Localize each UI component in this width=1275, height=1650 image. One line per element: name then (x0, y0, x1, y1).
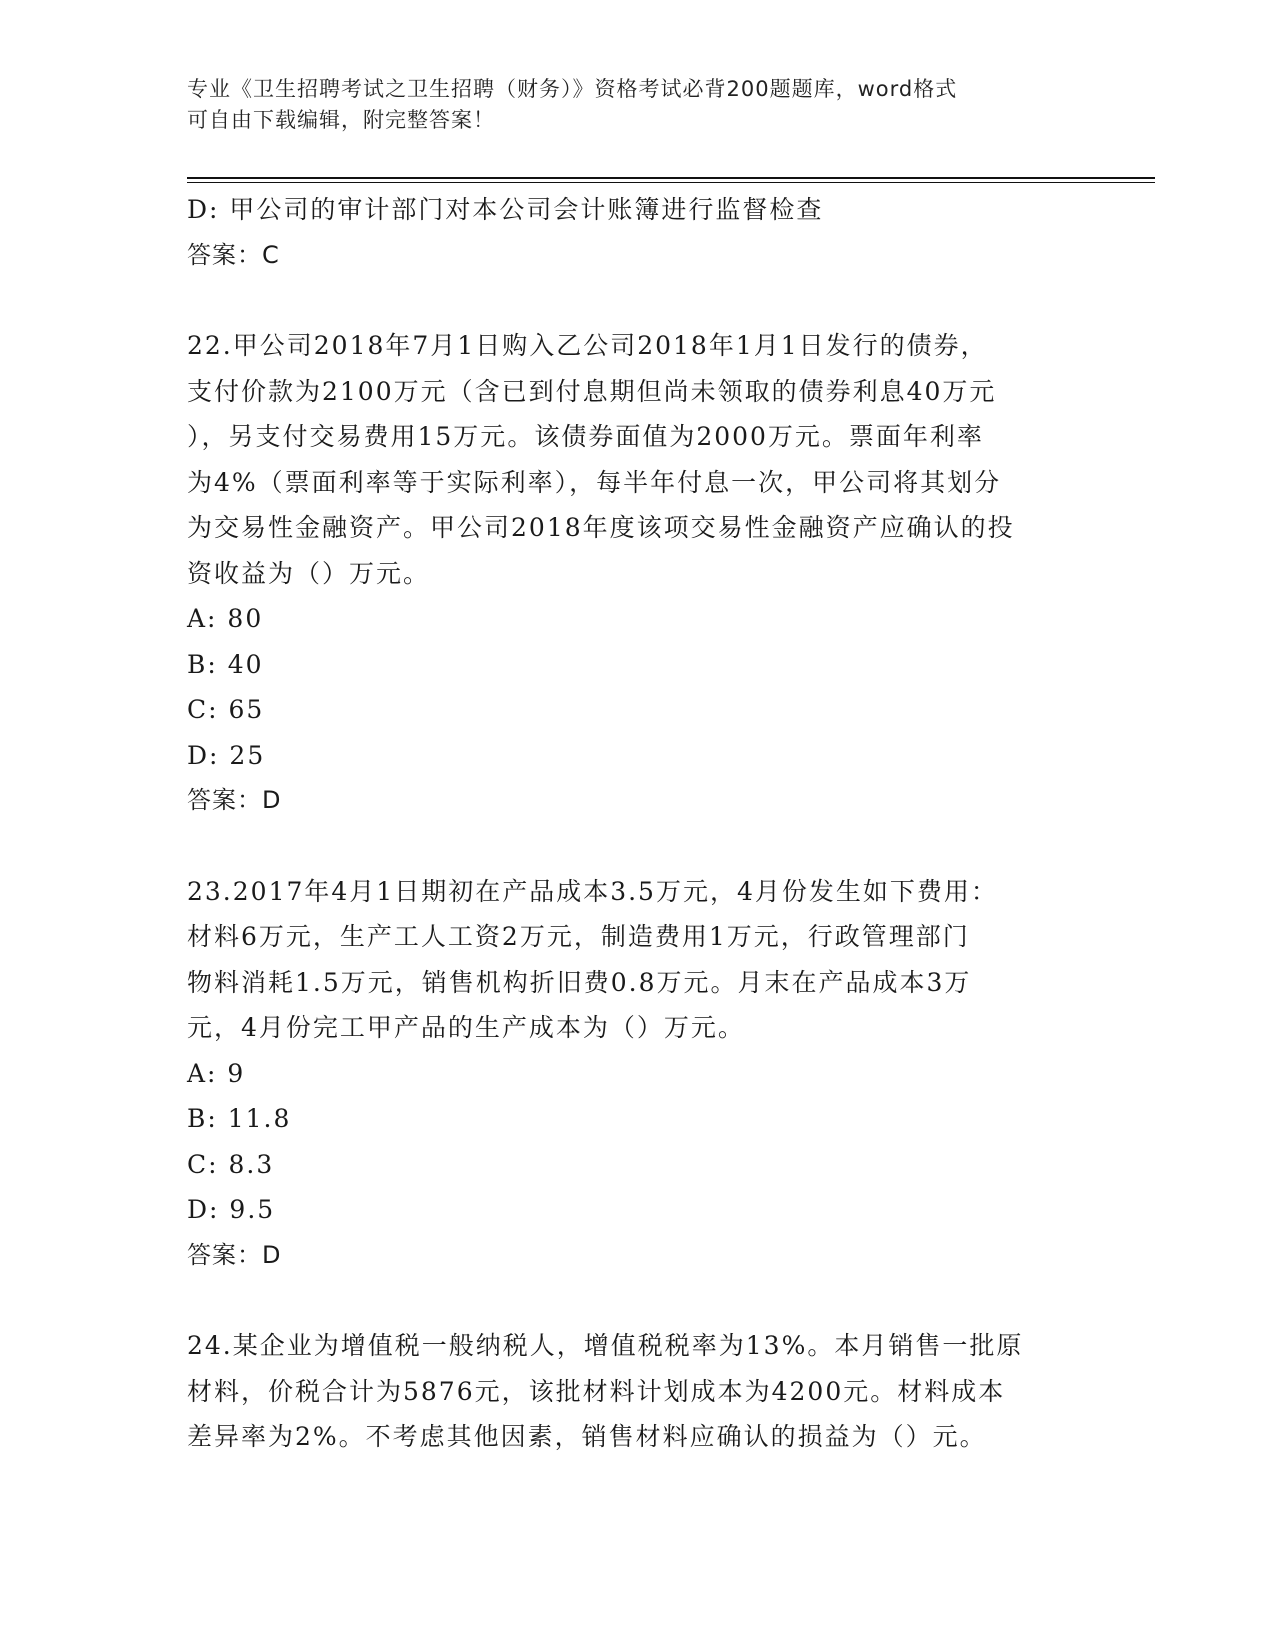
prev-answer: 答案：C (187, 240, 280, 269)
question-22 (187, 323, 1067, 824)
option-d: D: 25 (187, 740, 266, 770)
header-line-1: 专业《卫生招聘考试之卫生招聘（财务）》资格考试必背200题题库，word格式 (187, 77, 958, 101)
question-line: ），另支付交易费用15万元。该债券面值为2000万元。票面年利率 (187, 422, 984, 451)
document-body (187, 187, 1067, 1460)
header-rule-thin (187, 182, 1155, 183)
question-line: 材料，价税合计为5876元，该批材料计划成本为4200元。材料成本 (187, 1376, 1006, 1406)
answer: 答案：D (187, 786, 282, 814)
option-b: B: 40 (187, 649, 264, 679)
question-line: 物料消耗1.5万元，销售机构折旧费0.8万元。月末在产品成本3万 (187, 967, 972, 997)
document-header (187, 74, 1067, 136)
option-d: D: 9.5 (187, 1195, 276, 1224)
question-line: 23.2017年4月1日期初在产品成本3.5万元，4月份发生如下费用： (187, 876, 998, 906)
question-line: 24.某企业为增值税一般纳税人，增值税税率为13%。本月销售一批原 (187, 1331, 1024, 1360)
question-line: 为4%（票面利率等于实际利率），每半年付息一次，甲公司将其划分 (187, 467, 1002, 497)
spacer (187, 278, 1067, 323)
answer: 答案：D (187, 1240, 282, 1269)
question-line: 支付价款为2100万元（含已到付息期但尚未领取的债券利息40万元 (187, 376, 997, 406)
header-line-2: 可自由下载编辑，附完整答案！ (187, 108, 495, 132)
question-line: 22.甲公司2018年7月1日购入乙公司2018年1月1日发行的债券， (187, 331, 988, 360)
option-c: C: 8.3 (187, 1149, 275, 1179)
option-b: B: 11.8 (187, 1104, 292, 1133)
question-line: 材料6万元，生产工人工资2万元，制造费用1万元，行政管理部门 (187, 922, 970, 951)
question-23 (187, 869, 1067, 1279)
question-line: 资收益为（）万元。 (187, 558, 431, 588)
option-c: C: 65 (187, 695, 265, 724)
question-line: 元，4月份完工甲产品的生产成本为（）万元。 (187, 1013, 745, 1042)
question-24 (187, 1323, 1067, 1460)
option-a: A: 9 (187, 1058, 246, 1088)
spacer (187, 824, 1067, 869)
spacer (187, 1278, 1067, 1323)
header-rule-thick (187, 177, 1155, 179)
question-line: 差异率为2%。不考虑其他因素，销售材料应确认的损益为（）元。 (187, 1422, 987, 1451)
prev-option-d: D: 甲公司的审计部门对本公司会计账簿进行监督检查 (187, 195, 824, 224)
option-a: A: 80 (187, 604, 264, 633)
question-line: 为交易性金融资产。甲公司2018年度该项交易性金融资产应确认的投 (187, 513, 1015, 542)
